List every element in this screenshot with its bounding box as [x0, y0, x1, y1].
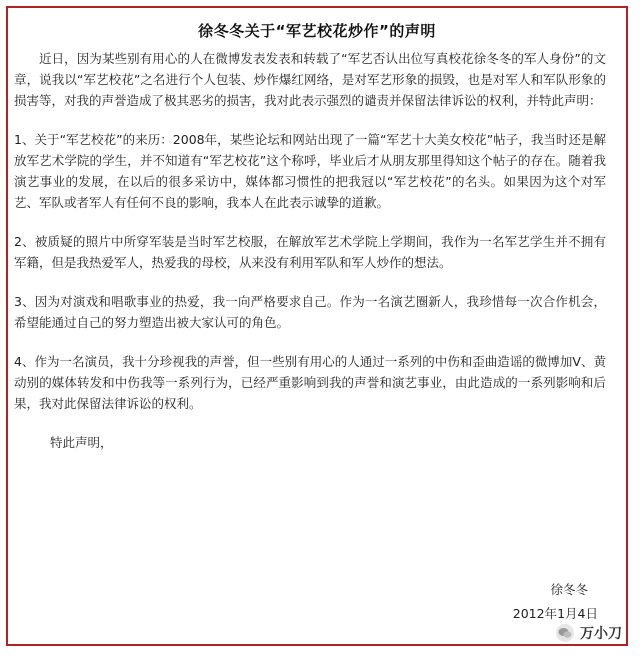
point-1-paragraph: 1、关于“军艺校花”的来历：2008年，某些论坛和网站出现了一篇“军艺十大美女校花”帖子，我当时还是解放军艺术学院的学生，并不知道有“军艺校花”这个称呼，毕业后才从朋友那里得知这个帖子的存在。随着我演艺事业的发展，在以后的很多采访中，媒体都习惯性的把我冠以“军艺校花”的名头。如果因为这个对军艺、军队或者军人有任何不良的影响，我本人在此表示诚挚的道歉。 — [14, 132, 606, 210]
point-3-paragraph: 3、因为对演戏和唱歌事业的热爱，我一向严格要求自己。作为一名演艺圈新人，我珍惜每一次合作机会，希望能通过自己的努力塑造出被大家认可的角色。 — [14, 294, 606, 330]
closing-line: 特此声明， — [50, 435, 113, 450]
wechat-icon — [556, 624, 574, 642]
intro-paragraph: 近日，因为某些别有用心的人在微博发表发表和转载了“军艺否认出位写真校花徐冬冬的军人身份”的文章，说我以“军艺校花”之名进行个人包装、炒作爆红网络，是对军艺形象的损毁，也是对军人和军队形象的损害等，对我的声誉造成了极其恶劣的损害，我对此表示强烈的谴责并保留法律诉讼的权利，并特此声明： — [14, 51, 606, 108]
signature-name: 徐冬冬 — [550, 582, 588, 597]
signature-date: 2012年1月4日 — [512, 606, 598, 621]
watermark — [556, 623, 622, 643]
watermark-text: 万小刀 — [580, 626, 622, 642]
point-2-paragraph: 2、被质疑的照片中所穿军装是当时军艺校服，在解放军艺术学院上学期间，我作为一名军艺学生并不拥有军籍，但是我热爱军人，热爱我的母校，从来没有利用军队和军人炒作的想法。 — [14, 234, 606, 270]
statement-body — [14, 48, 606, 471]
document-title: 徐冬冬关于“军艺校花炒作”的声明 — [198, 22, 436, 40]
point-4-paragraph: 4、作为一名演员，我十分珍视我的声誉，但一些别有用心的人通过一系列的中伤和歪曲造谣的微博加V、黄动别的媒体转发和中伤我等一系列行为，已经严重影响到我的声誉和演艺事业，由此造成的一系列影响和后果，我对此保留法律诉讼的权利。 — [14, 354, 606, 411]
